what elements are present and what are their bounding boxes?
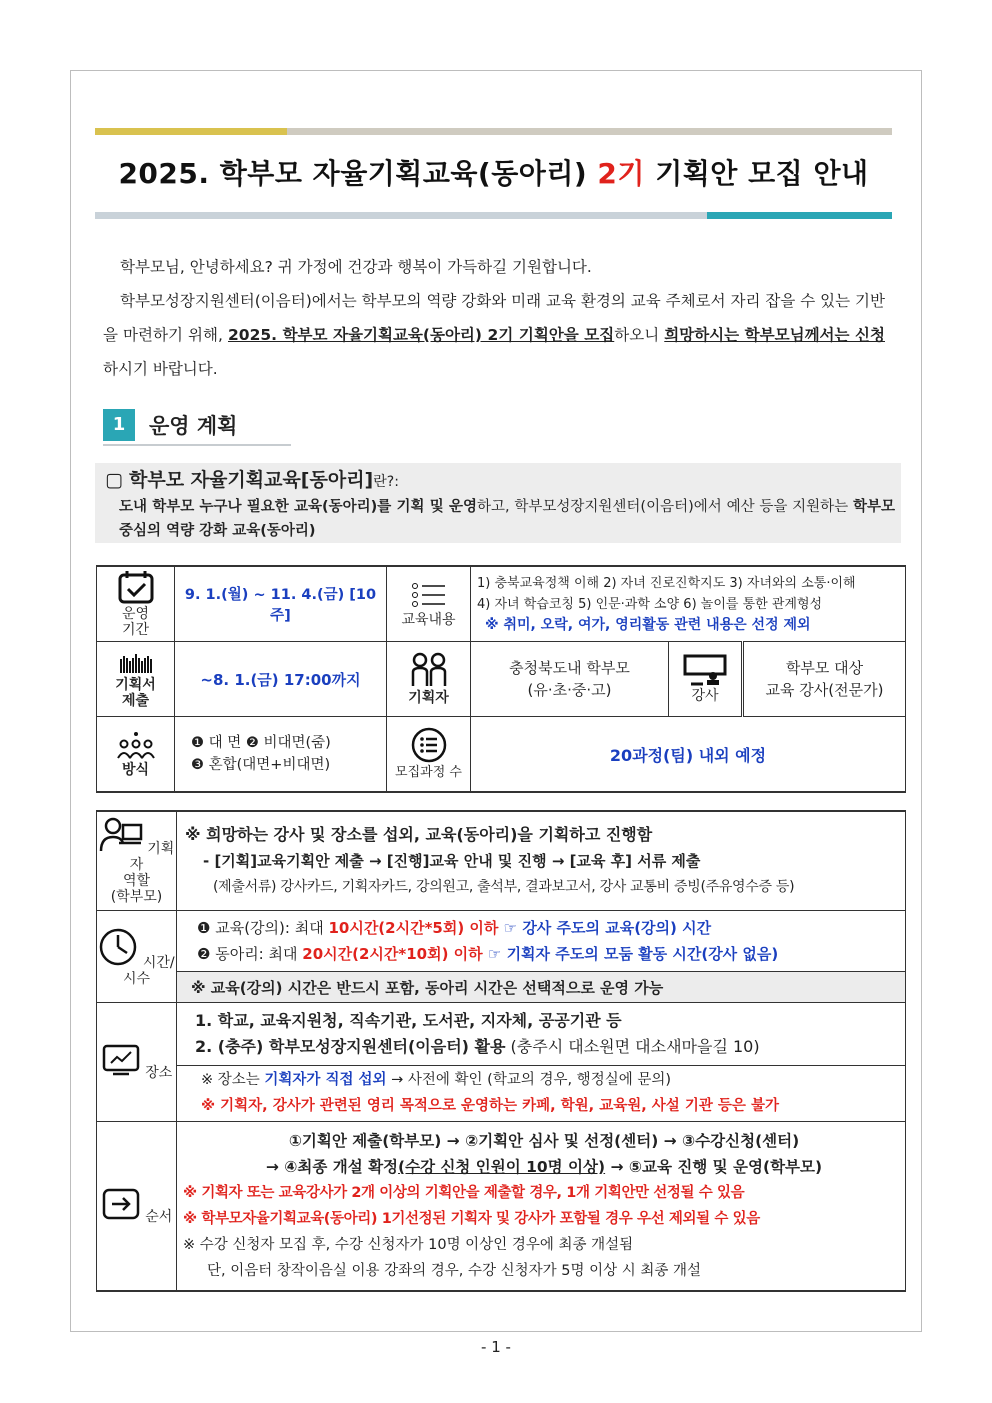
definition-text: 도내 학부모 누구나 필요한 교육(동아리)를 기획 및 운영하고, 학부모성장지원센터(이음터)에서 예산 등을 지원하는 학부모 중심의 역량 강화 교육(동아리) <box>119 499 896 539</box>
section-heading <box>103 408 291 446</box>
person-laptop-icon <box>99 817 143 853</box>
list-icon <box>411 580 447 610</box>
recruit-value: 20과정(팀) 내외 예정 <box>471 717 906 793</box>
title-bar-bottom <box>95 212 892 219</box>
planner-value: 충청북도내 학부모 (유·초·중·고) <box>471 642 669 717</box>
section-title: 운영 계획 <box>149 414 238 438</box>
order-cell: ①기획안 제출(학부모) → ②기획안 심사 및 선정(센터) → ③수강신청(센터) → ④최종 개설 확정(수강 신청 인원이 10명 이상) → ⑤교육 진행 및 운영(학부모) ※ 기획자 또는 교육강사가 2개 이상의 기획안을 제출할 경우, 1개 기획안만 선정될 수 있음 ※ 학부모자율기획교육(동아리) 1기선정된 기획자 및 강사가 포함될 경우 우선 제외될 수 있음 ※ 수강 신청자 모집 후, 수강 신청자가 10명 이상인 경우에 최종 개설됨 단, 이음터 창작이음실 이용 강좌의 경우, 수강 신청자가 5명 이상 시 최종 개설 <box>177 1122 906 1292</box>
period-cell: 운영 기간 <box>97 566 175 642</box>
intro <box>103 250 885 386</box>
role-label-cell: 기획자 역할 (학부모) <box>97 811 177 911</box>
instructor-label-cell: 강사 <box>669 642 743 717</box>
intro-body: 학부모성장지원센터(이음터)에서는 학부모의 역량 강화와 미래 교육 환경의 교육 주체로서 자리 잡을 수 있는 기반을 마련하기 위해, 2025. 학부모 자율기획교육(동아리) 2기 기획안을 모집하오니 희망하시는 학부모님께서는 신청하시기 바랍니다. <box>103 292 885 378</box>
time-label-cell: 시간/시수 <box>97 911 177 1003</box>
calendar-check-icon <box>117 570 155 604</box>
group-idea-icon <box>116 730 156 760</box>
content-cell: 1) 충북교육정책 이해 2) 자녀 진로진학지도 3) 자녀와의 소통·이해 4) 자녀 학습코칭 5) 인문·과학 소양 6) 놀이를 통한 관계형성 ※ 취미, 오락, 여가, 영리활동 관련 내용은 선정 제외 <box>471 566 906 642</box>
teacher-board-icon <box>683 654 727 686</box>
definition-heading: ▢ 학부모 자율기획교육[동아리]란?: <box>105 469 399 491</box>
overview-table <box>96 565 906 793</box>
role-cell: ※ 희망하는 강사 및 장소를 섭외, 교육(동아리)을 기획하고 진행함 - [기획]교육기획안 제출 → [진행]교육 안내 및 진행 → [교육 후] 서류 제출 (제출서류) 강사카드, 기획자카드, 강의원고, 출석부, 결과보고서, 강사 교통비 증빙(주유영수증 등) <box>177 811 906 911</box>
intro-greeting: 학부모님, 안녕하세요? 귀 가정에 건강과 행복이 가득하길 기원합니다. <box>120 258 592 276</box>
definition-box <box>95 463 901 543</box>
bulleted-list-circle-icon <box>411 727 447 763</box>
recruit-label-cell: 모집과정 수 <box>387 717 471 793</box>
place-label-cell: 장소 <box>97 1003 177 1122</box>
page-number: - 1 - <box>481 1338 511 1356</box>
submit-value: ~8. 1.(금) 17:00까지 <box>175 642 387 717</box>
time-note: ※ 교육(강의) 시간은 반드시 포함, 동아리 시간은 선택적으로 운영 가능 <box>177 972 906 1003</box>
title-bar-top <box>95 128 892 135</box>
period-value: 9. 1.(월) ~ 11. 4.(금) [10주] <box>175 566 387 642</box>
method-cell: 방식 <box>97 717 175 793</box>
planner-label-cell: 기획자 <box>387 642 471 717</box>
page-title: 2025. 학부모 자율기획교육(동아리) 2기 기획안 모집 안내 <box>118 157 869 190</box>
instructor-value: 학부모 대상 교육 강사(전문가) <box>743 642 906 717</box>
arrow-right-box-icon <box>101 1187 141 1221</box>
place-cell: 1. 학교, 교육지원청, 직속기관, 도서관, 지자체, 공공기관 등 2. (충주) 학부모성장지원센터(이음터) 활용 (충주시 대소원면 대소새마을길 10) <box>177 1003 906 1066</box>
details-table <box>96 810 906 1292</box>
time-cell: ❶ 교육(강의): 최대 10시간(2시간*5회) 이하 ☞ 강사 주도의 교육(강의) 시간 ❷ 동아리: 최대 20시간(2시간*10회) 이하 ☞ 기획자 주도의 모둠 활동 시간(강사 없음) <box>177 911 906 972</box>
submit-cell: 기획서 제출 <box>97 642 175 717</box>
raised-hands-icon <box>117 649 155 675</box>
order-label-cell: 순서 <box>97 1122 177 1292</box>
place-notes: ※ 장소는 기획자가 직접 섭외 → 사전에 확인 (학교의 경우, 행정실에 문의) ※ 기획자, 강사가 관련된 영리 목적으로 운영하는 카페, 학원, 교육원, 사설 기관 등은 불가 <box>177 1065 906 1121</box>
method-value: ❶ 대 면 ❷ 비대면(줌) ❸ 혼합(대면+비대면) <box>175 717 387 793</box>
content-label-cell: 교육내용 <box>387 566 471 642</box>
people-icon <box>409 652 449 688</box>
presentation-chart-icon <box>101 1043 141 1077</box>
section-number: 1 <box>103 409 135 441</box>
clock-icon <box>98 927 138 967</box>
